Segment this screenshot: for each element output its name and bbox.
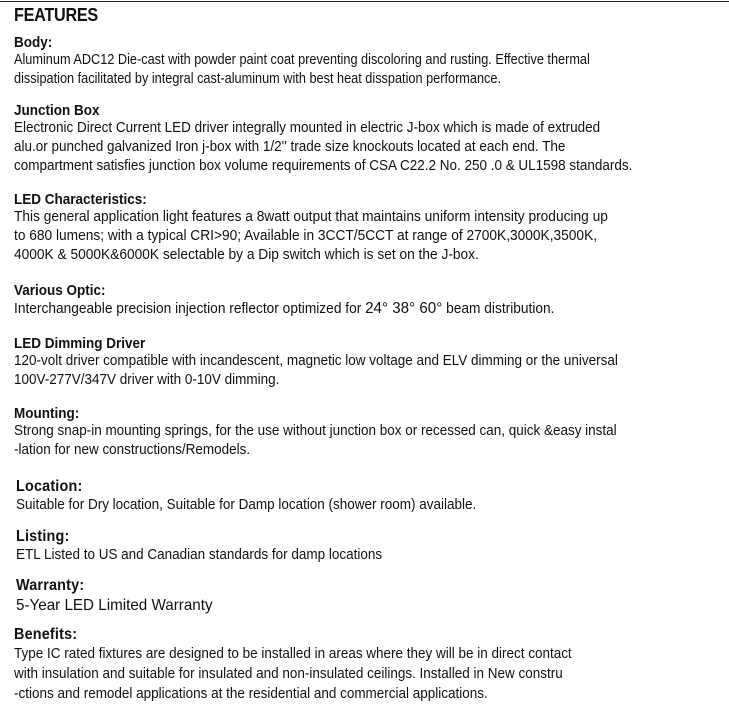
section-line: 4000K & 5000K&6000K selectable by a Dip switch which is set on the J-box. (14, 247, 479, 263)
section-line: Type IC rated fixtures are designed to be installed in areas where they will be in direct contact (14, 646, 572, 662)
section-line: to 680 lumens; with a typical CRI>90; Available in 3CCT/5CCT at range of 2700K,3000K,3500K, (14, 228, 598, 244)
section-heading: LED Dimming Driver (14, 335, 146, 352)
section-junction-box (14, 102, 726, 176)
section-heading: Junction Box (14, 102, 100, 119)
section-heading: Benefits: (14, 626, 78, 643)
section-line: dissipation facilitated by integral cast-aluminum with best heat disspation performance. (14, 71, 502, 87)
section-body (14, 34, 726, 89)
section-heading: Body: (14, 34, 53, 51)
section-line: -lation for new constructions/Remodels. (14, 442, 251, 458)
section-line: Aluminum ADC12 Die-cast with powder paint coat preventing discoloring and rusting. Effective thermal (14, 52, 590, 68)
section-heading: Warranty: (16, 577, 85, 594)
section-heading: Mounting: (14, 405, 80, 422)
section-led-characteristics (14, 191, 726, 265)
section-line: compartment satisfies junction box volume requirements of CSA C22.2 No. 250 .0 & UL1598 standards. (14, 158, 633, 174)
section-various-optic (14, 282, 726, 319)
optic-text-suffix: beam distribution. (442, 301, 555, 317)
section-line: -ctions and remodel applications at the residential and commercial applications. (14, 686, 488, 702)
section-line: 120-volt driver compatible with incandescent, magnetic low voltage and ELV dimming or the universal (14, 353, 618, 369)
section-listing (16, 527, 728, 565)
section-line: This general application light features a 8watt output that maintains uniform intensity producing up (14, 209, 608, 225)
section-line: Suitable for Dry location, Suitable for Damp location (shower room) available. (16, 497, 477, 513)
section-dimming-driver (14, 335, 726, 390)
section-line: 5-Year LED Limited Warranty (16, 597, 213, 614)
optic-text-prefix: Interchangeable precision injection reflector optimized for (14, 301, 366, 317)
section-line: ETL Listed to US and Canadian standards for damp locations (16, 547, 383, 563)
section-location (16, 477, 728, 515)
section-heading: Listing: (16, 528, 70, 545)
section-line: 100V-277V/347V driver with 0-10V dimming. (14, 372, 280, 388)
section-line: alu.or punched galvanized Iron j-box with 1/2'' trade size knockouts located at each end. The (14, 139, 566, 155)
section-line: Electronic Direct Current LED driver integrally mounted in electric J-box which is made of extruded (14, 120, 601, 136)
top-rule (0, 1, 729, 2)
section-benefits (14, 625, 726, 704)
section-warranty (16, 576, 728, 616)
beam-angles: 24° 38° 60° (365, 300, 443, 317)
section-line: Strong snap-in mounting springs, for the use without junction box or recessed can, quick &easy instal (14, 423, 617, 439)
section-heading: Location: (16, 478, 83, 495)
page-title: FEATURES (14, 5, 98, 25)
section-heading: LED Characteristics: (14, 191, 147, 208)
section-line: with insulation and suitable for insulated and non-insulated ceilings. Installed in New constru (14, 666, 563, 682)
section-heading: Various Optic: (14, 282, 106, 299)
section-mounting (14, 405, 726, 460)
section-line (14, 299, 688, 319)
